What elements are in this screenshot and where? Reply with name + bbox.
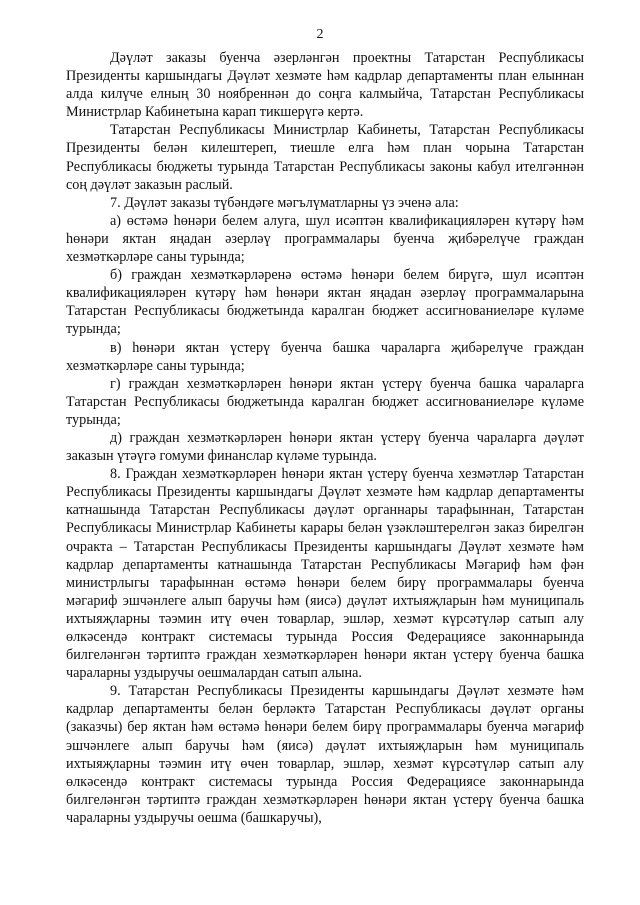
paragraph-7b: б) граждан хезмәткәрләренә өстәмә һөнәри белем бирүгә, шул исәптән квалификацияләрен күтәрү һәм һөнәри яктан яңадан әзерләү программаларына Татарстан Республикасы бюджетында каралган бюджет ассигнованиеләре күләме турында;	[66, 267, 584, 338]
paragraph-7c: в) һөнәри яктан үстерү буенча башка чараларга җибәрелүче граждан хезмәткәрләре саны турында;	[66, 339, 584, 374]
document-body	[66, 49, 584, 827]
paragraph-7d: г) граждан хезмәткәрләрен һөнәри яктан үстерү буенча башка чараларга Татарстан Республикасы бюджетында каралган бюджет ассигнованиеләре күләме турында;	[66, 375, 584, 428]
paragraph-7-intro: 7. Дәүләт заказы түбәндәге мәгълүматларны үз эченә ала:	[110, 194, 459, 211]
paragraph-7e: д) граждан хезмәткәрләрен һөнәри яктан үстерү буенча чараларга дәүләт заказын үтәүгә гомуми финанслар күләме турында.	[66, 429, 584, 465]
paragraph-state-order-approval: Татарстан Республикасы Министрлар Кабинеты, Татарстан Республикасы Президенты белән килештереп, тиешле елга һәм план чорына Татарстан Республикасы бюджеты турында Татарстан Республикасы законы кабул ителгәннән соң дәүләт заказын раслый.	[66, 122, 584, 193]
paragraph-7a: а) өстәмә һөнәри белем алуга, шул исәптән квалификацияләрен күтәрү һәм һөнәри яктан яңадан әзерләү программалары буенча җибәрелүче граждан хезмәткәрләре саны турында;	[66, 212, 584, 266]
paragraph-state-order-submission: Дәүләт заказы буенча әзерләнгән проектны Татарстан Республикасы Президенты каршындагы Дәүләт хезмәте һәм кадрлар департаменты план елыннан алда килүче елның 30 ноябреннән до соңга калмыйча, Татарстан Республикасы Министрлар Кабинетына карап тикшерүгә кертә.	[66, 50, 584, 121]
page-number: 2	[316, 27, 324, 42]
paragraph-8: 8. Граждан хезмәткәрләрен һөнәри яктан үстерү буенча хезмәтләр Татарстан Республикасы Президенты каршындагы Дәүләт хезмәте һәм кадрлар департаменты катнашында Татарстан Республикасы дәүләт органнары тарафыннан, Татарстан Республикасы Министрлар Кабинеты карары белән үзәкләштерелгән заказ бирелгән очракта – Татарстан Республикасы Президенты каршындагы Дәүләт хезмәте һәм кадрлар департаменты катнашында Татарстан Республикасы Мәгариф һәм фән министрлыгы тарафыннан өстәмә һөнәри белем бирү программалары буенча мәгариф эшчәнлеге алып баручы һәм (яисә) дәүләт ихтыяҗларын һәм муниципаль ихтыяҗларны тәэмин итү өчен товарлар, эшләр, хезмәт күрсәтүләр сатып алу өлкәсендә контракт системасы турында Россия Федерациясе законнарында билгеләнгән тәртиптә граждан хезмәткәрләрен һөнәри яктан үстерү буенча башка чараларны уздыручы оешмалардан сатып алына.	[66, 466, 584, 682]
paragraph-9: 9. Татарстан Республикасы Президенты каршындагы Дәүләт хезмәте һәм кадрлар департаменты белән берләктә Татарстан Республикасы дәүләт органы (заказчы) бер яктан һәм өстәмә һөнәри белем бирү программалары буенча мәгариф эшчәнлеге алып баручы һәм (яисә) дәүләт ихтыяҗларын һәм муниципаль ихтыяҗларны тәэмин итү өчен товарлар, эшләр, хезмәт күрсәтүләр сатып алу өлкәсендә контракт системасы турында Россия Федерациясе законнарында билгеләнгән тәртиптә граждан хезмәткәрләрен һөнәри яктан үстерү буенча башка чараларны уздыручы оешма (башкаручы),	[66, 683, 584, 826]
